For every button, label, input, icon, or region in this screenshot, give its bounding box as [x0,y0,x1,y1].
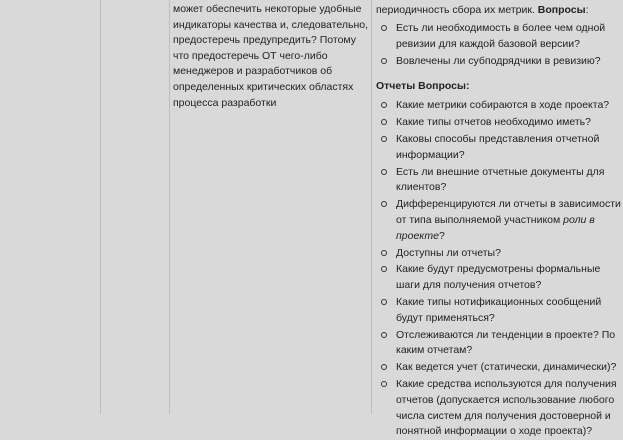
bullet-icon [381,169,387,175]
description-paragraph: может обеспечить некоторые удобные индикаторы качества и, следовательно, предостеречь предупредить? Потому что предостеречь ОТ чего-либо менеджеров и разработчиков об определенных критических областях процесса разработки [173,3,368,109]
bullet-icon [381,266,387,272]
table-column-1 [0,0,101,414]
table-column-questions [373,0,623,438]
question-text: Вовлечены ли субподрядчики в ревизию? [396,54,601,67]
table-column-description [171,0,372,414]
intro-bold-label: Вопросы [537,4,586,16]
list-item [376,262,623,294]
bullet-icon [381,119,387,125]
intro-colon: : [585,4,589,16]
question-emphasis: роли в проекте [396,213,595,242]
intro-text: периодичность сбора их метрик. [376,4,535,16]
bullet-icon [381,332,387,338]
table-column-2 [102,0,170,414]
question-text: Отслеживаются ли тенденции в проекте? По каким отчетам? [396,328,616,357]
bullet-icon [381,25,387,31]
list-item [376,165,623,197]
list-item [376,295,623,327]
question-text: Дифференцируются ли отчеты в зависимости от типа выполняемой участником [396,198,621,226]
bullet-icon [381,250,387,256]
question-text-end: ? [438,229,445,242]
question-text: Какие средства используются для получения отчетов (допускается использование любого числа систем для получения достоверной и понятной информации о ходе проекта)? [396,377,617,438]
question-text: Есть ли внешние отчетные документы для клиентов? [396,165,605,194]
list-item [376,246,623,262]
question-text: Какие типы нотификационных сообщений будут применяться? [396,295,602,324]
question-text: Каковы способы представления отчетной информации? [396,132,600,161]
list-item [376,377,623,440]
list-item [376,360,623,376]
question-text: Какие будут предусмотрены формальные шаги для получения отчетов? [396,263,601,292]
intro-line [376,2,623,18]
list-item [376,21,623,53]
bullet-icon [381,299,387,305]
bullet-icon [381,364,387,370]
question-text: Какие метрики собираются в ходе проекта? [396,99,610,112]
bullet-icon [381,381,387,387]
list-item [376,132,623,164]
section-heading-reports: Отчеты Вопросы: [376,80,470,93]
bullet-icon [381,102,387,108]
question-text: Есть ли необходимость в более чем одной ревизии для каждой базовой версии? [396,22,606,50]
list-item [376,54,623,70]
list-item [376,98,623,114]
question-text: Доступны ли отчеты? [396,246,501,259]
question-list-reports [376,98,623,440]
list-item [376,197,623,244]
list-item [376,115,623,131]
question-text: Какие типы отчетов необходимо иметь? [396,116,591,129]
list-item [376,328,623,360]
bullet-icon [381,201,387,207]
question-text: Как ведется учет (статически, динамически)? [396,361,617,374]
bullet-icon [381,58,387,64]
bullet-icon [381,136,387,142]
question-list-revisions [376,21,623,69]
